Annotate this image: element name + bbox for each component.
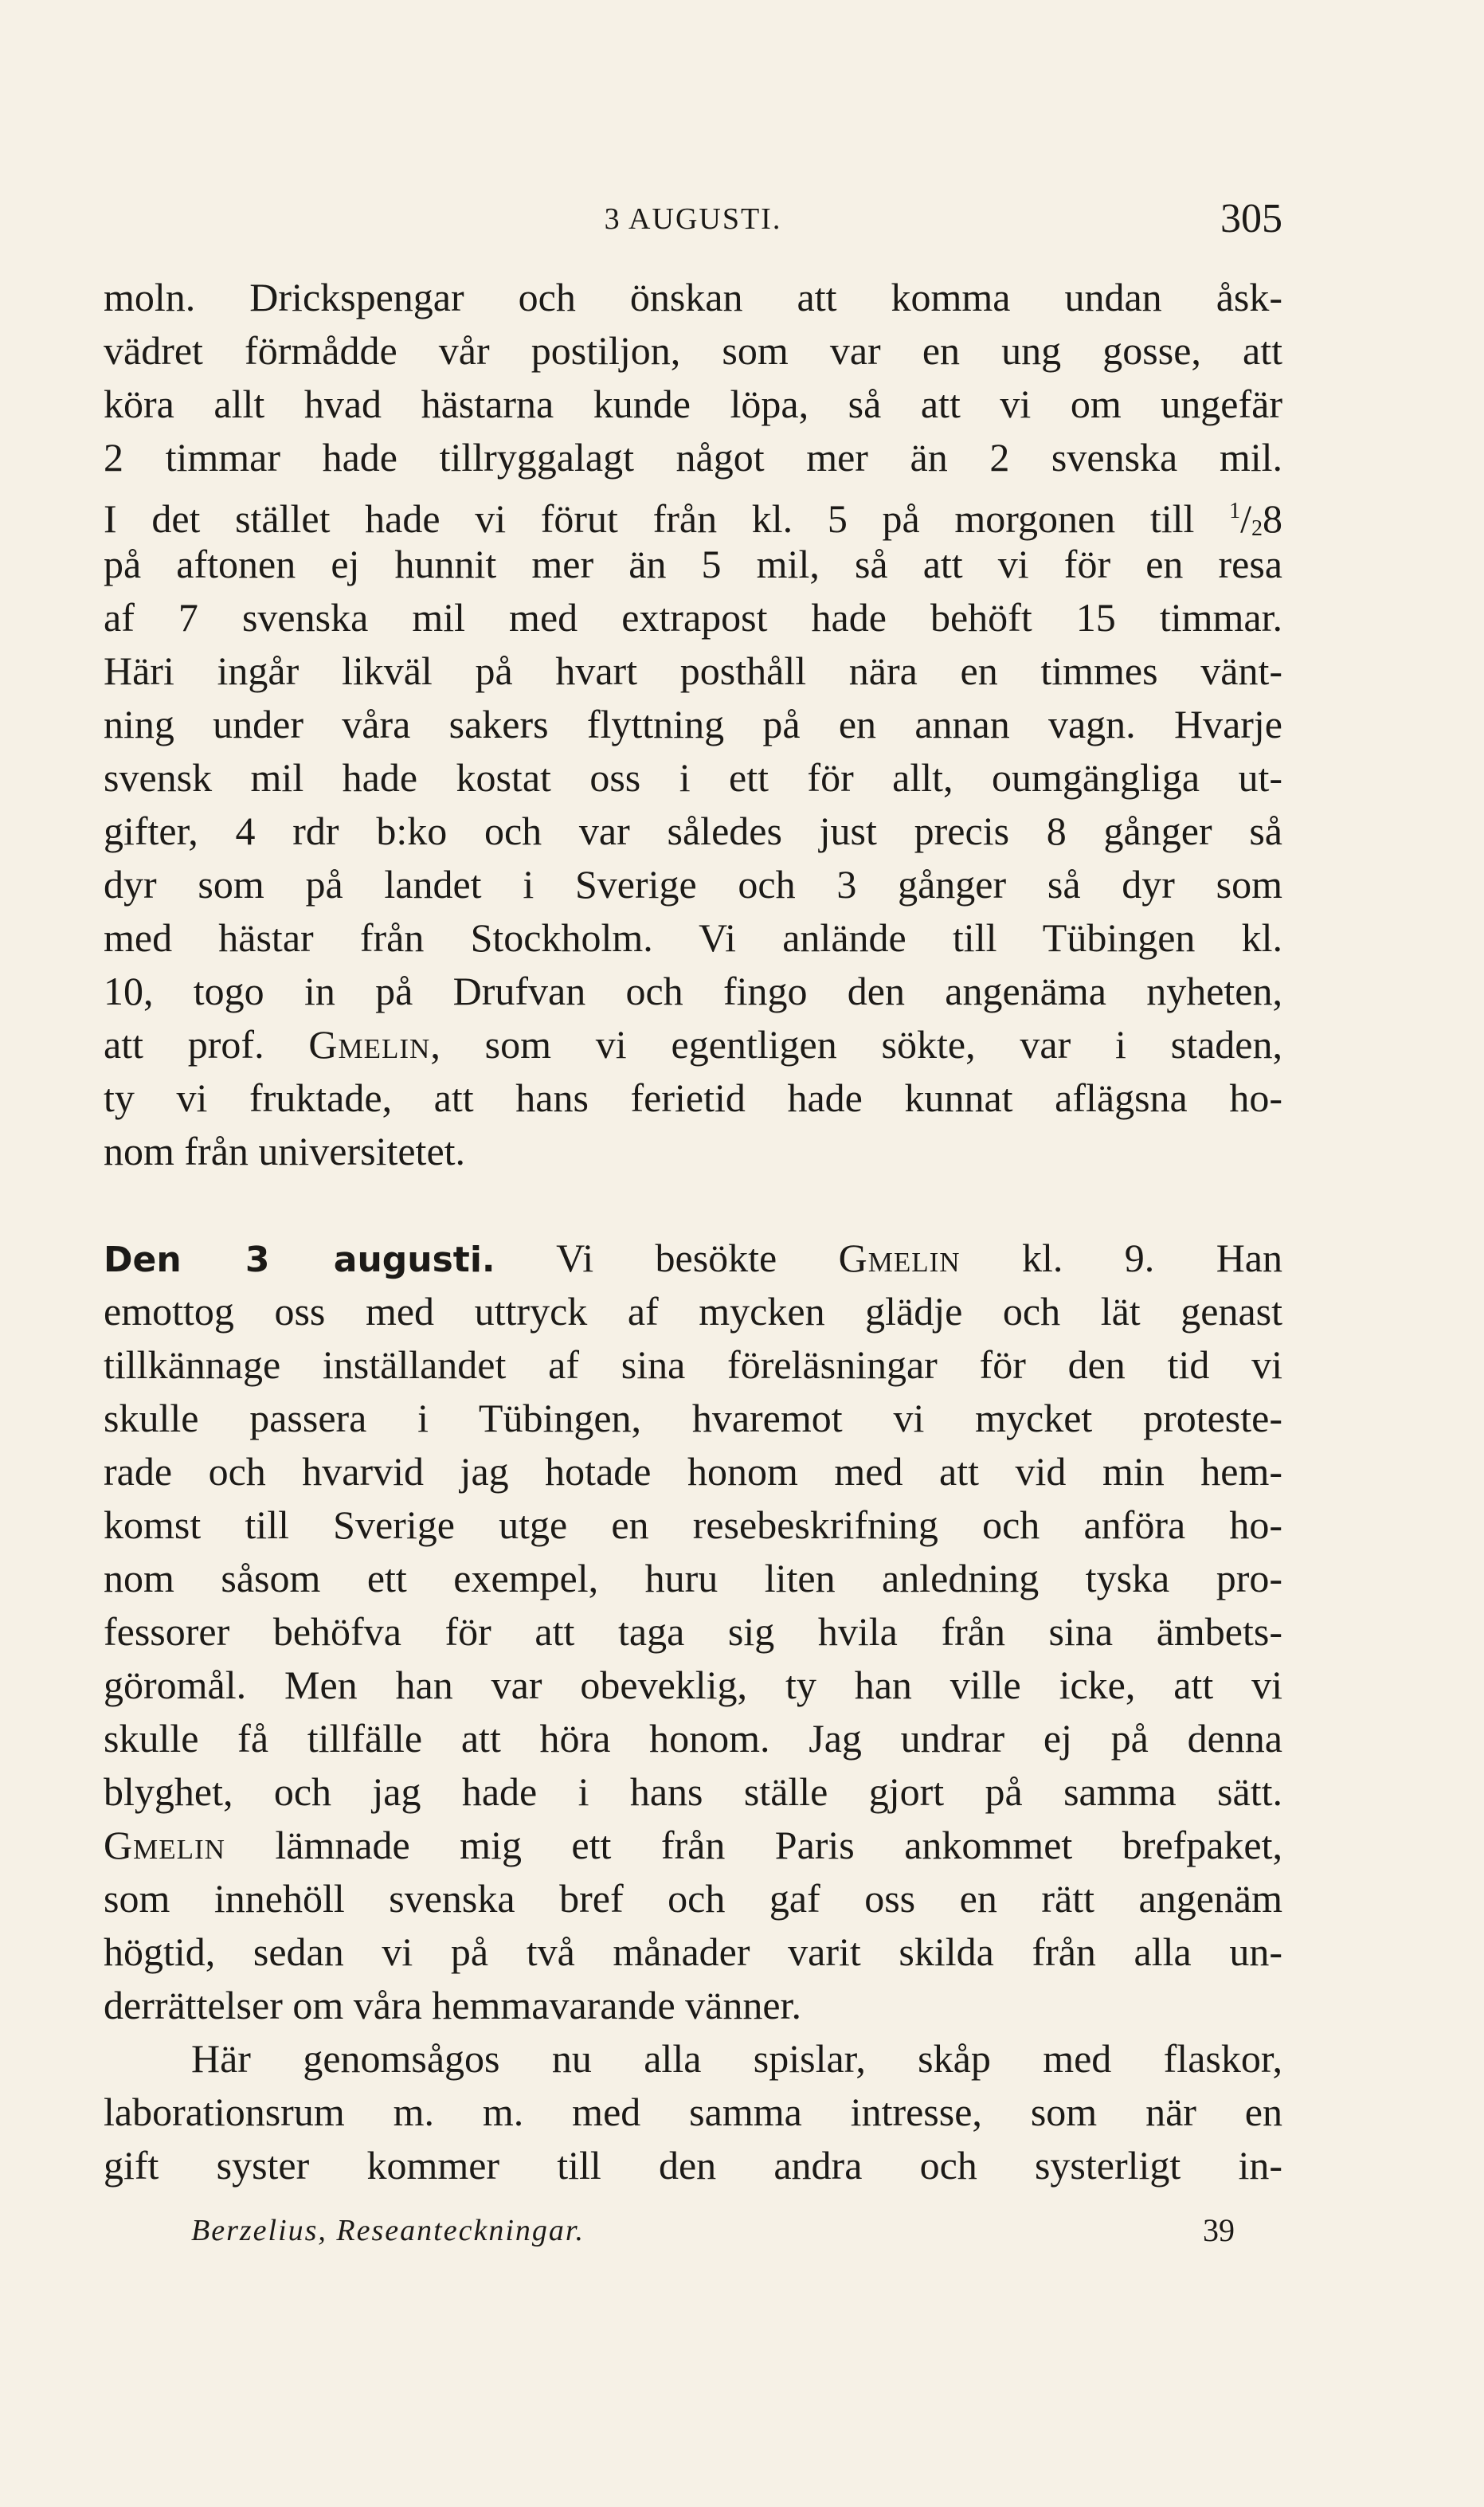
text-line bbox=[104, 484, 1282, 541]
text-line: som innehöll svenska bref och gaf oss en rätt angenäm bbox=[104, 1876, 1282, 1921]
name-small-caps: Gmelin bbox=[104, 1823, 225, 1867]
text-line: fessorer behöfva för att taga sig hvila från sina ämbets- bbox=[104, 1609, 1282, 1654]
text-segment: , som vi egentligen sökte, var i staden, bbox=[430, 1022, 1282, 1067]
text-line: ning under våra sakers flyttning på en annan vagn. Hvarje bbox=[104, 702, 1282, 746]
text-line: Häri ingår likväl på hvart posthåll nära en timmes vänt- bbox=[104, 648, 1282, 693]
text-line: ty vi fruktade, att hans ferietid hade kunnat aflägsna ho- bbox=[104, 1075, 1282, 1120]
text-segment: Vi besökte bbox=[495, 1236, 839, 1280]
text-line: Här genomsågos nu alla spislar, skåp med flaskor, bbox=[191, 2036, 1282, 2081]
text-line: 10, togo in på Drufvan och fingo den angenäma nyheten, bbox=[104, 969, 1282, 1013]
text-line: på aftonen ej hunnit mer än 5 mil, så att vi för en resa bbox=[104, 542, 1282, 586]
fraction-slash: / bbox=[1240, 496, 1251, 541]
text-line: komst till Sverige utge en resebeskrifning och anföra ho- bbox=[104, 1502, 1282, 1547]
text-line: nom såsom ett exempel, huru liten anledning tyska pro- bbox=[104, 1556, 1282, 1600]
text-line: rade och hvarvid jag hotade honom med att vid min hem- bbox=[104, 1449, 1282, 1494]
running-title: 3 AUGUSTI. bbox=[604, 202, 782, 236]
text-segment: att prof. bbox=[104, 1022, 309, 1067]
text-line: skulle få tillfälle att höra honom. Jag undrar ej på denna bbox=[104, 1716, 1282, 1761]
text-line: svensk mil hade kostat oss i ett för allt, oumgängliga ut- bbox=[104, 755, 1282, 800]
fraction-denominator: 2 bbox=[1251, 516, 1263, 541]
text-segment: lämnade mig ett från Paris ankommet brefpaket, bbox=[225, 1823, 1282, 1867]
text-line: emottog oss med uttryck af mycken glädje och lät genast bbox=[104, 1289, 1282, 1334]
text-line: nom från universitetet. bbox=[104, 1129, 466, 1173]
signature-line: Berzelius, Reseanteckningar. bbox=[191, 2214, 585, 2247]
text-line bbox=[104, 1018, 1282, 1071]
name-small-caps: Gmelin bbox=[838, 1236, 961, 1280]
paragraph-gap bbox=[104, 1178, 1282, 1232]
text-line: moln. Drickspengar och önskan att komma undan åsk- bbox=[104, 275, 1282, 319]
page-number: 305 bbox=[1220, 196, 1282, 241]
text-line: tillkännage inställandet af sina föreläsningar för den tid vi bbox=[104, 1342, 1282, 1387]
page-footer bbox=[191, 2203, 1235, 2258]
name-small-caps: Gmelin bbox=[308, 1022, 431, 1067]
date-heading: Den 3 augusti. bbox=[104, 1240, 495, 1280]
text-line: göromål. Men han var obeveklig, ty han ville icke, att vi bbox=[104, 1663, 1282, 1707]
text-line: laborationsrum m. m. med samma intresse, som när en bbox=[104, 2090, 1282, 2134]
body-text bbox=[104, 271, 1282, 2192]
text-line bbox=[104, 1819, 1282, 1872]
text-segment: kl. 9. Han bbox=[960, 1236, 1282, 1280]
text-segment: I det stället hade vi förut från kl. 5 på morgonen till bbox=[104, 496, 1230, 541]
text-line: 2 timmar hade tillryggalagt något mer än 2 svenska mil. bbox=[104, 435, 1282, 480]
text-line: skulle passera i Tübingen, hvaremot vi mycket proteste- bbox=[104, 1396, 1282, 1440]
text-line: vädret förmådde vår postiljon, som var en ung gosse, att bbox=[104, 328, 1282, 373]
text-line: af 7 svenska mil med extrapost hade behöft 15 timmar. bbox=[104, 595, 1282, 640]
text-line: gifter, 4 rdr b:ko och var således just precis 8 gånger så bbox=[104, 809, 1282, 853]
text-line: blyghet, och jag hade i hans ställe gjort på samma sätt. bbox=[104, 1769, 1282, 1814]
fraction-numerator: 1 bbox=[1229, 499, 1241, 523]
text-line bbox=[104, 1232, 1282, 1285]
running-head bbox=[104, 195, 1282, 243]
text-line: gift syster kommer till den andra och systerligt in- bbox=[104, 2143, 1282, 2188]
signature-mark: 39 bbox=[1203, 2212, 1235, 2248]
text-line: derrättelser om våra hemmavarande vänner. bbox=[104, 1983, 801, 2027]
text-line: högtid, sedan vi på två månader varit skilda från alla un- bbox=[104, 1929, 1282, 1974]
text-line: med hästar från Stockholm. Vi anlände till Tübingen kl. bbox=[104, 915, 1282, 960]
text-segment: 8 bbox=[1263, 496, 1282, 541]
text-line: dyr som på landet i Sverige och 3 gånger så dyr som bbox=[104, 862, 1282, 907]
text-line: köra allt hvad hästarna kunde löpa, så att vi om ungefär bbox=[104, 382, 1282, 426]
